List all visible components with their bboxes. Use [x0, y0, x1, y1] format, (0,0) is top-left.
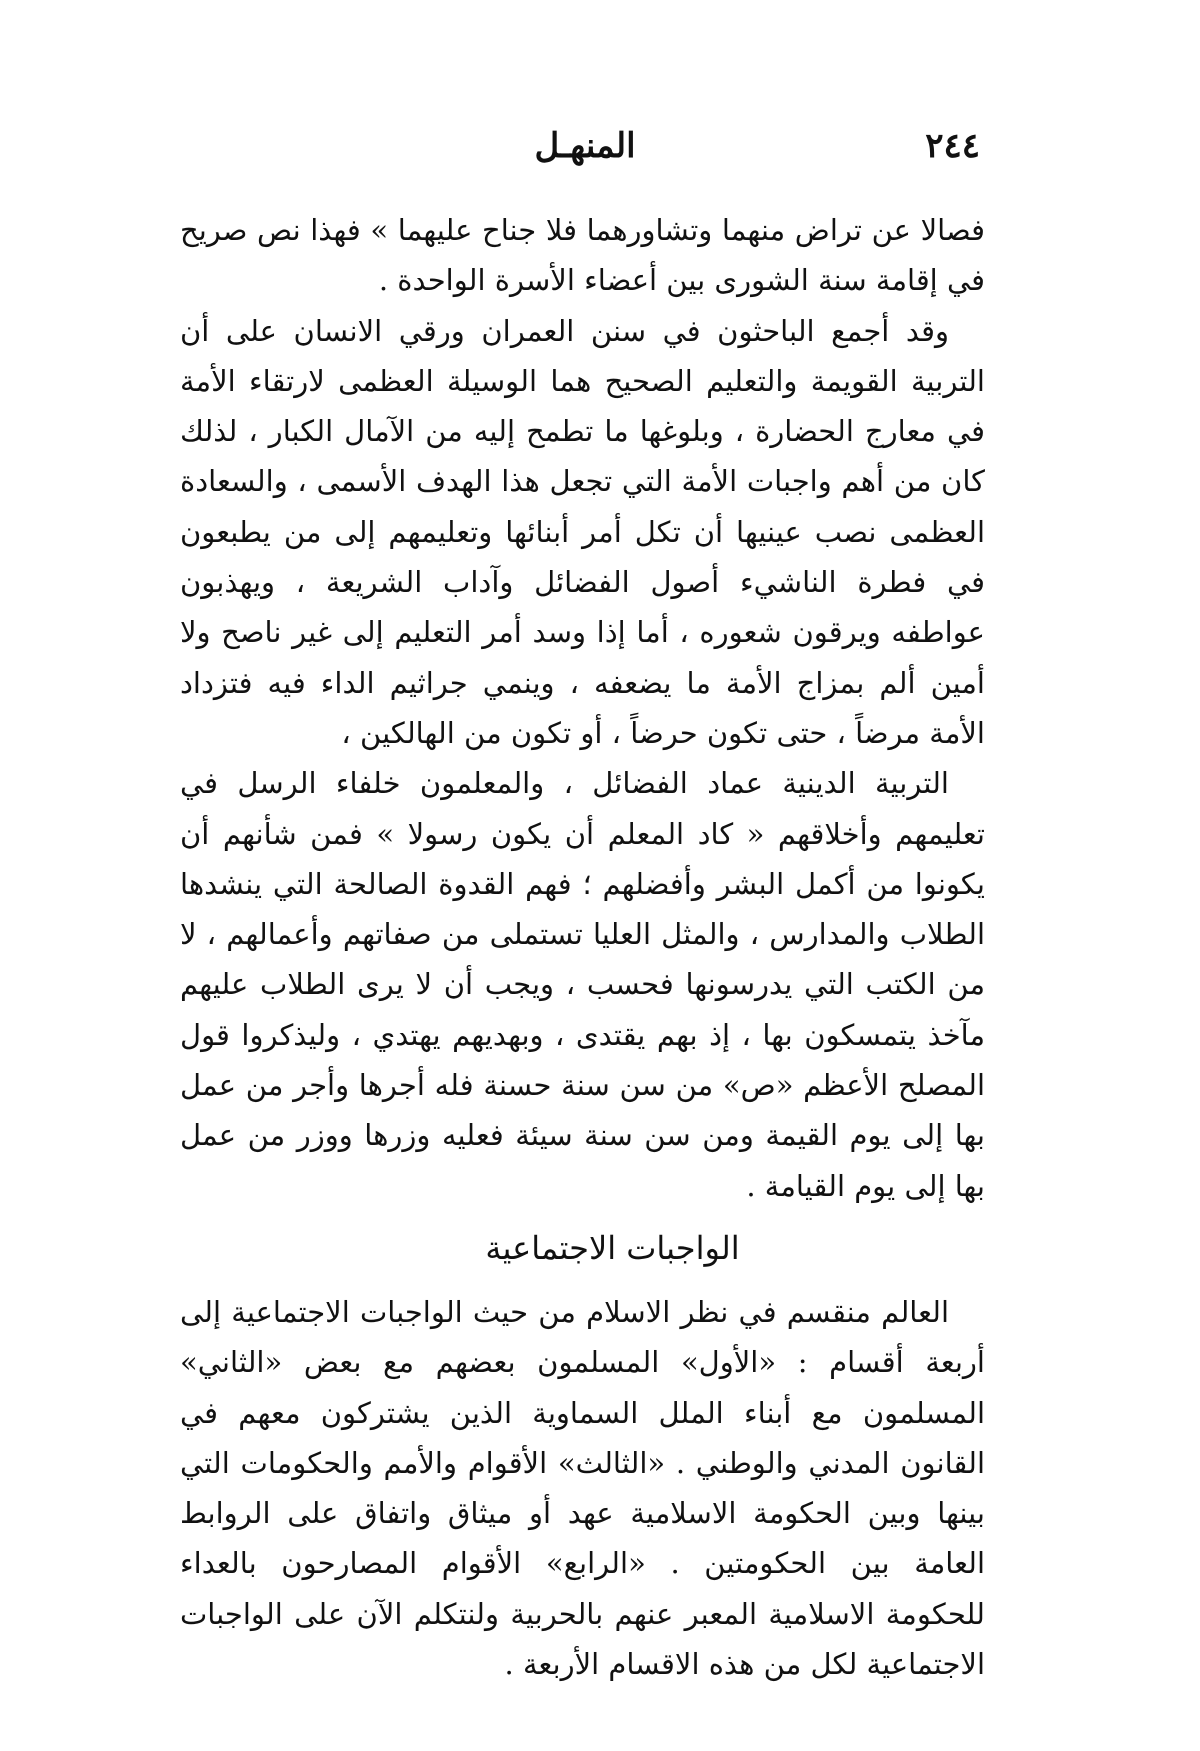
section-heading: الواجبات الاجتماعية [485, 1228, 740, 1267]
paragraph-social-duties: العالم منقسم في نظر الاسلام من حيث الواجبات الاجتماعية إلى أربعة أقسام : «الأول» المسلمون بعضهم مع بعض «الثاني» المسلمون مع أبناء الملل السماوية الذين يشتركون معهم في القانون المدني والوطني . «الثالث» الأقوام والأمم والحكومات التي بينها وبين الحكومة الاسلامية عهد أو ميثاق واتفاق على الروابط العامة بين الحكومتين . «الرابع» الأقوام المصارحون بالعداء للحكومة الاسلامية المعبر عنهم بالحربية ولنتكلم الآن على الواجبات الاجتماعية لكل من هذه الاقسام الأربعة . [180, 1294, 985, 1682]
running-title: المنهـل [534, 126, 636, 166]
page-header [190, 118, 980, 178]
paragraph-education: وقد أجمع الباحثون في سنن العمران ورقي الانسان على أن التربية القويمة والتعليم الصحيح هما الوسيلة العظمى لارتقاء الأمة في معارج الحضارة ، وبلوغها ما تطمح إليه من الآمال الكبار ، لذلك كان من أهم واجبات الأمة التي تجعل هذا الهدف الأسمى ، والسعادة العظمى نصب عينيها أن تكل أمر أبنائها وتعليمهم إلى من يطبعون في فطرة الناشيء أصول الفضائل وآداب الشريعة ، ويهذبون عواطفه ويرقون شعوره ، أما إذا وسد أمر التعليم إلى غير ناصح ولا أمين ألم بمزاج الأمة ما يضعفه ، وينمي جراثيم الداء فيه فتزداد الأمة مرضاً ، حتى تكون حرضاً ، أو تكون من الهالكين ، [180, 313, 985, 750]
paragraph-religious-education: التربية الدينية عماد الفضائل ، والمعلمون خلفاء الرسل في تعليمهم وأخلاقهم « كاد المعلم أن يكون رسولا » فمن شأنهم أن يكونوا من أكمل البشر وأفضلهم ؛ فهم القدوة الصالحة التي ينشدها الطلاب والمدارس ، والمثل العليا تستملى من صفاتهم وأعمالهم ، لا من الكتب التي يدرسونها فحسب ، ويجب أن لا يرى الطلاب عليهم مآخذ يتمسكون بها ، إذ بهم يقتدى ، وبهديهم يهتدي ، وليذكروا قول المصلح الأعظم «ص» من سن سنة حسنة فله أجرها وأجر من عمل بها إلى يوم القيمة ومن سن سنة سيئة فعليه وزرها ووزر من عمل بها إلى يوم القيامة . [180, 766, 985, 1203]
page-number: ٢٤٤ [925, 126, 980, 166]
paragraph-continuation: فصالا عن تراض منهما وتشاورهما فلا جناح عليهما » فهذا نص صريح في إقامة سنة الشورى بين أعضاء الأسرة الواحدة . [180, 213, 985, 298]
page-body [180, 205, 985, 1689]
